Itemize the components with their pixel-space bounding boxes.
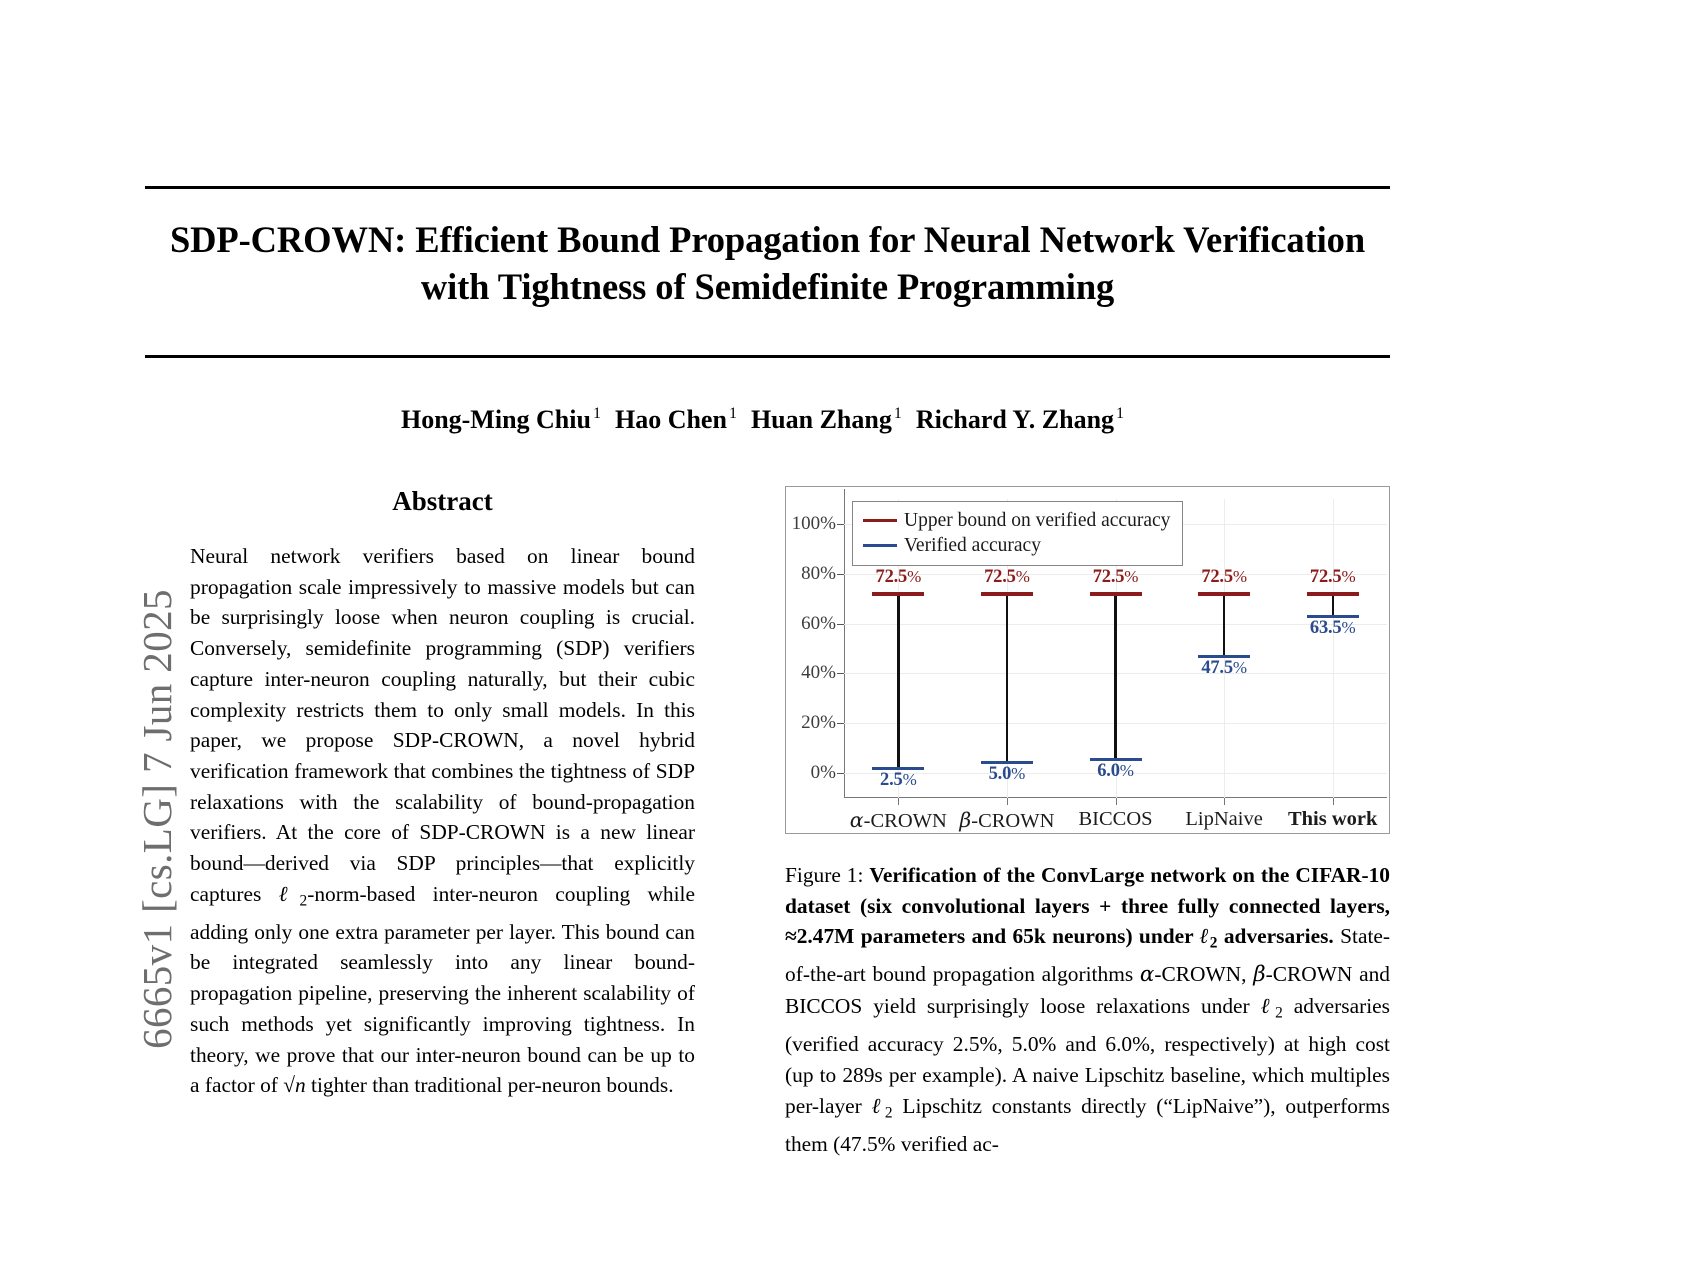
author-list <box>145 405 1390 435</box>
x-axis-category-label: α-CROWN <box>849 808 947 832</box>
title-rule-bottom <box>145 355 1390 358</box>
author-name: Richard Y. Zhang <box>915 405 1115 434</box>
y-tick-label: 40% <box>801 662 836 684</box>
y-tick-label: 100% <box>791 512 836 534</box>
y-tick-label: 80% <box>801 562 836 584</box>
x-tick-mark <box>1116 798 1117 805</box>
verified-accuracy-value-label: 63.5% <box>1309 617 1356 638</box>
author-affiliation-marker: 1 <box>893 405 902 423</box>
caption-ell2-symbol: ℓ <box>1260 994 1276 1019</box>
author-name: Hao Chen <box>614 405 727 434</box>
verified-accuracy-value-label: 2.5% <box>880 769 917 790</box>
upper-bound-cap <box>1090 592 1142 595</box>
x-tick-mark <box>1224 798 1225 805</box>
abstract-text-part1: Neural network verifiers based on linear bound propagation scale impressively to massive models but can be surprisingly loose when neuron coupling is crucial. Conversely, semidefinite programming (SDP) verifiers capture inter-neuron coupling naturally, but their cubic complexity restricts them to only small models. In this paper, we propose SDP-CROWN, a novel hybrid verification framework that combines the tightness of SDP relaxations with the scalability of bound-propagation verifiers. At the core of SDP-CROWN is a new linear bound—derived via SDP principles—that explicitly captures <box>190 544 695 906</box>
y-tick-label: 20% <box>801 712 836 734</box>
author-entry <box>914 405 1136 434</box>
y-tick-label: 60% <box>801 612 836 634</box>
author-entry <box>613 405 749 434</box>
range-stem <box>897 592 899 766</box>
caption-beta-symbol: β <box>1253 962 1266 988</box>
range-stem <box>1114 592 1116 758</box>
upper-bound-cap <box>1198 592 1250 595</box>
figure-1-chart <box>785 486 1390 834</box>
x-axis-category-label: This work <box>1287 808 1378 830</box>
verified-accuracy-value-label: 47.5% <box>1201 657 1247 678</box>
abstract-body <box>190 541 695 1101</box>
figure-caption-rest-4: adversaries (verified accuracy 2.5%, 5.0% and 6.0%, respectively) at high cost (up to 289s per example). A naive Lipschitz baseline, which multiples per-layer <box>785 994 1390 1118</box>
caption-ell2-subscript: 2 <box>1275 1004 1283 1022</box>
caption-alpha-symbol: α <box>1139 962 1155 988</box>
upper-bound-cap <box>1307 592 1359 595</box>
caption-ell3-subscript: 2 <box>884 1103 893 1121</box>
figure-caption-rest-2: -CROWN, <box>1154 962 1254 987</box>
y-tick-mark <box>837 524 844 525</box>
upper-bound-value-label: 72.5% <box>984 567 1030 588</box>
caption-ell-subscript: 2 <box>1209 934 1218 952</box>
upper-bound-value-label: 72.5% <box>875 567 922 588</box>
y-tick-mark <box>837 773 844 774</box>
author-entry <box>749 405 914 434</box>
y-tick-mark <box>837 673 844 674</box>
paper-title-line1: SDP-CROWN: Efficient Bound Propagation for Neural Network Verification <box>169 219 1366 260</box>
x-axis-category-label: BICCOS <box>1078 808 1153 830</box>
figure-caption-rest-3: -CROWN and BICCOS yield surprisingly loose relaxations under <box>785 962 1390 1019</box>
x-tick-mark <box>1333 798 1334 805</box>
upper-bound-cap <box>981 592 1033 595</box>
x-axis-category-label: β-CROWN <box>959 808 1055 832</box>
upper-bound-value-label: 72.5% <box>1092 567 1139 588</box>
legend-label-upper-bound: Upper bound on verified accuracy <box>904 510 1171 531</box>
chart-legend <box>852 501 1183 566</box>
verified-accuracy-value-label: 5.0% <box>988 763 1026 784</box>
y-axis-line <box>844 489 845 798</box>
figure-caption-bold: Verification of the ConvLarge network on the CIFAR-10 dataset (six convolutional layers + three fully connected layers, ≈2.47M parameters and 65k neurons) under <box>785 863 1390 949</box>
paper-page <box>145 0 1390 1275</box>
verified-accuracy-value-label: 6.0% <box>1097 761 1134 782</box>
caption-ell-symbol: ℓ <box>1199 924 1210 949</box>
abstract-heading: Abstract <box>392 486 493 516</box>
chart-range-marker <box>1307 499 1359 798</box>
figure-caption-rest-5: Lipschitz constants directly (“LipNaive”), outperforms them (47.5% verified ac- <box>785 1093 1390 1156</box>
x-tick-mark <box>1007 798 1008 805</box>
y-tick-mark <box>837 723 844 724</box>
author-affiliation-marker: 1 <box>1116 405 1125 423</box>
upper-bound-value-label: 72.5% <box>1309 567 1356 588</box>
ell-subscript: 2 <box>299 892 308 910</box>
legend-item-verified-accuracy <box>863 533 1170 558</box>
legend-label-verified-accuracy: Verified accuracy <box>904 535 1041 556</box>
legend-swatch-verified-accuracy-icon <box>863 544 897 547</box>
figure-column <box>785 486 1390 1159</box>
range-stem <box>1223 592 1225 654</box>
ell-symbol: ℓ <box>278 881 300 906</box>
title-rule-top <box>145 186 1390 189</box>
abstract-text-part2: -norm-based inter-neuron coupling while adding only one extra parameter per layer. This bound can be integrated seamlessly into any linear bound-propagation pipeline, preserving the inherent scalability of such methods yet significantly improving tightness. In theory, we prove that our inter-neuron bound can be up to a factor of <box>190 881 695 1098</box>
figure-caption-rest-1: State-of-the-art bound propagation algorithms <box>785 924 1391 987</box>
upper-bound-cap <box>872 592 924 595</box>
y-tick-mark <box>837 574 844 575</box>
caption-ell3-symbol: ℓ <box>871 1093 885 1118</box>
abstract-column <box>190 486 695 1101</box>
author-entry <box>399 405 613 434</box>
sqrt-n-symbol: √n <box>283 1073 306 1098</box>
arxiv-stamp: 6665v1 [cs.LG] 7 Jun 2025 <box>134 589 180 1049</box>
author-name: Hong-Ming Chiu <box>400 405 591 434</box>
page-title <box>145 216 1390 310</box>
x-axis-category-label: LipNaive <box>1185 808 1263 830</box>
range-stem <box>1006 592 1008 760</box>
author-affiliation-marker: 1 <box>592 405 601 423</box>
range-stem <box>1332 592 1334 614</box>
y-tick-label: 0% <box>810 762 836 784</box>
y-tick-mark <box>837 624 844 625</box>
abstract-text-part3: tighter than traditional per-neuron bounds. <box>305 1073 674 1098</box>
figure-caption-bold-tail: adversaries. <box>1217 924 1334 949</box>
figure-caption <box>785 860 1390 1159</box>
legend-swatch-upper-bound-icon <box>863 519 897 522</box>
author-affiliation-marker: 1 <box>728 405 737 423</box>
chart-range-marker <box>1198 499 1250 798</box>
x-tick-mark <box>898 798 899 805</box>
paper-title-line2: with Tightness of Semidefinite Programming <box>420 266 1115 307</box>
legend-item-upper-bound <box>863 508 1170 533</box>
upper-bound-value-label: 72.5% <box>1201 567 1247 588</box>
figure-label: Figure 1: <box>785 863 864 887</box>
author-name: Huan Zhang <box>750 405 892 434</box>
